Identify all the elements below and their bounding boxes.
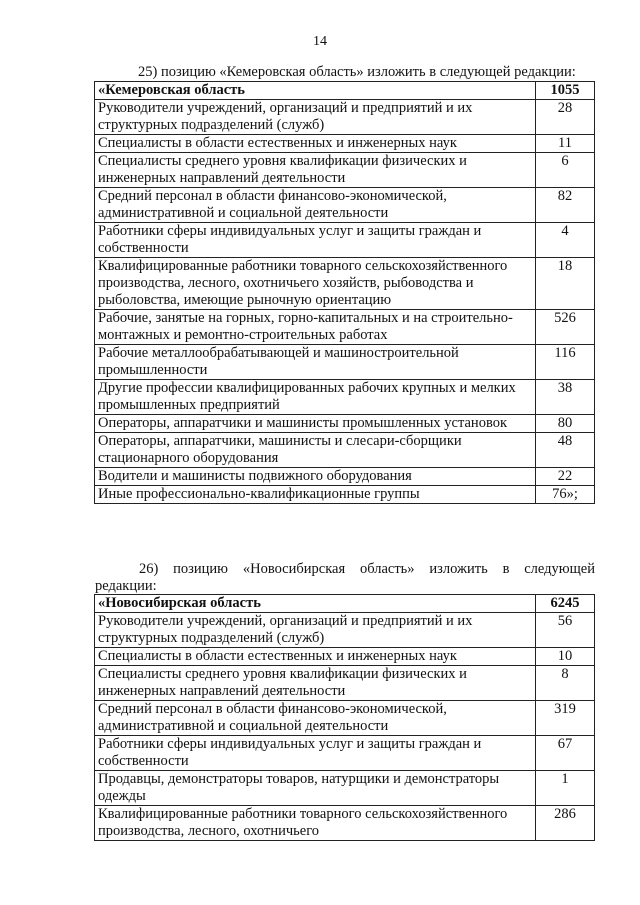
row-label: Специалисты в области естественных и инженерных наук bbox=[95, 135, 536, 153]
novosibirsk-table bbox=[94, 594, 595, 841]
row-value: 80 bbox=[536, 415, 595, 433]
table-row bbox=[95, 806, 595, 841]
table-row bbox=[95, 415, 595, 433]
row-value: 76»; bbox=[536, 486, 595, 504]
row-value: 22 bbox=[536, 468, 595, 486]
row-label: Рабочие металлообрабатывающей и машиностроительной промышленности bbox=[95, 345, 536, 380]
table-header-row bbox=[95, 595, 595, 613]
row-value: 11 bbox=[536, 135, 595, 153]
table-row bbox=[95, 701, 595, 736]
table-row bbox=[95, 258, 595, 310]
row-label: Средний персонал в области финансово-экономической, административной и социальной деятельности bbox=[95, 188, 536, 223]
table-row bbox=[95, 223, 595, 258]
row-value: 116 bbox=[536, 345, 595, 380]
kemerovo-table bbox=[94, 81, 595, 504]
section-26-intro bbox=[95, 561, 595, 595]
table-row bbox=[95, 345, 595, 380]
page-number: 14 bbox=[313, 34, 327, 49]
row-value: 526 bbox=[536, 310, 595, 345]
table-row bbox=[95, 153, 595, 188]
row-label: Операторы, аппаратчики, машинисты и слесари-сборщики стационарного оборудования bbox=[95, 433, 536, 468]
table-row bbox=[95, 648, 595, 666]
row-label: Специалисты в области естественных и инженерных наук bbox=[95, 648, 536, 666]
row-label: Руководители учреждений, организаций и предприятий и их структурных подразделений (служб) bbox=[95, 100, 536, 135]
row-value: 6 bbox=[536, 153, 595, 188]
row-label: Работники сферы индивидуальных услуг и защиты граждан и собственности bbox=[95, 223, 536, 258]
table-row bbox=[95, 468, 595, 486]
row-label: Специалисты среднего уровня квалификации физических и инженерных направлений деятельности bbox=[95, 666, 536, 701]
table-row bbox=[95, 613, 595, 648]
row-value: 1 bbox=[536, 771, 595, 806]
row-label: Квалифицированные работники товарного сельскохозяйственного производства, лесного, охотничьего bbox=[95, 806, 536, 841]
table-row bbox=[95, 666, 595, 701]
section-26-intro-line2: редакции: bbox=[95, 578, 157, 594]
region-name: «Новосибирская область bbox=[95, 595, 536, 613]
row-label: Операторы, аппаратчики и машинисты промышленных установок bbox=[95, 415, 536, 433]
table-row bbox=[95, 771, 595, 806]
row-label: Специалисты среднего уровня квалификации физических и инженерных направлений деятельности bbox=[95, 153, 536, 188]
row-value: 38 bbox=[536, 380, 595, 415]
row-value: 8 bbox=[536, 666, 595, 701]
region-total: 1055 bbox=[536, 82, 595, 100]
region-name: «Кемеровская область bbox=[95, 82, 536, 100]
table-row bbox=[95, 486, 595, 504]
row-value: 48 bbox=[536, 433, 595, 468]
section-26-intro-line1: 26) позицию «Новосибирская область» изложить в следующей bbox=[139, 561, 595, 577]
row-label: Рабочие, занятые на горных, горно-капитальных и на строительно-монтажных и ремонтно-строительных работах bbox=[95, 310, 536, 345]
row-value: 286 bbox=[536, 806, 595, 841]
table-header-row bbox=[95, 82, 595, 100]
table-row bbox=[95, 380, 595, 415]
row-value: 56 bbox=[536, 613, 595, 648]
row-value: 319 bbox=[536, 701, 595, 736]
table-row bbox=[95, 433, 595, 468]
table-row bbox=[95, 135, 595, 153]
row-value: 18 bbox=[536, 258, 595, 310]
row-label: Другие профессии квалифицированных рабочих крупных и мелких промышленных предприятий bbox=[95, 380, 536, 415]
row-value: 10 bbox=[536, 648, 595, 666]
row-label: Средний персонал в области финансово-экономической, административной и социальной деятельности bbox=[95, 701, 536, 736]
region-total: 6245 bbox=[536, 595, 595, 613]
section-25-intro: 25) позицию «Кемеровская область» изложить в следующей редакции: bbox=[138, 64, 576, 80]
row-value: 67 bbox=[536, 736, 595, 771]
table-row bbox=[95, 310, 595, 345]
row-value: 28 bbox=[536, 100, 595, 135]
row-label: Квалифицированные работники товарного сельскохозяйственного производства, лесного, охотничьего хозяйств, рыбоводства и рыболовства, имеющие рыночную ориентацию bbox=[95, 258, 536, 310]
row-label: Иные профессионально-квалификационные группы bbox=[95, 486, 536, 504]
row-label: Продавцы, демонстраторы товаров, натурщики и демонстраторы одежды bbox=[95, 771, 536, 806]
row-value: 4 bbox=[536, 223, 595, 258]
row-label: Руководители учреждений, организаций и предприятий и их структурных подразделений (служб) bbox=[95, 613, 536, 648]
row-label: Водители и машинисты подвижного оборудования bbox=[95, 468, 536, 486]
table-row bbox=[95, 100, 595, 135]
row-label: Работники сферы индивидуальных услуг и защиты граждан и собственности bbox=[95, 736, 536, 771]
table-row bbox=[95, 736, 595, 771]
row-value: 82 bbox=[536, 188, 595, 223]
table-row bbox=[95, 188, 595, 223]
